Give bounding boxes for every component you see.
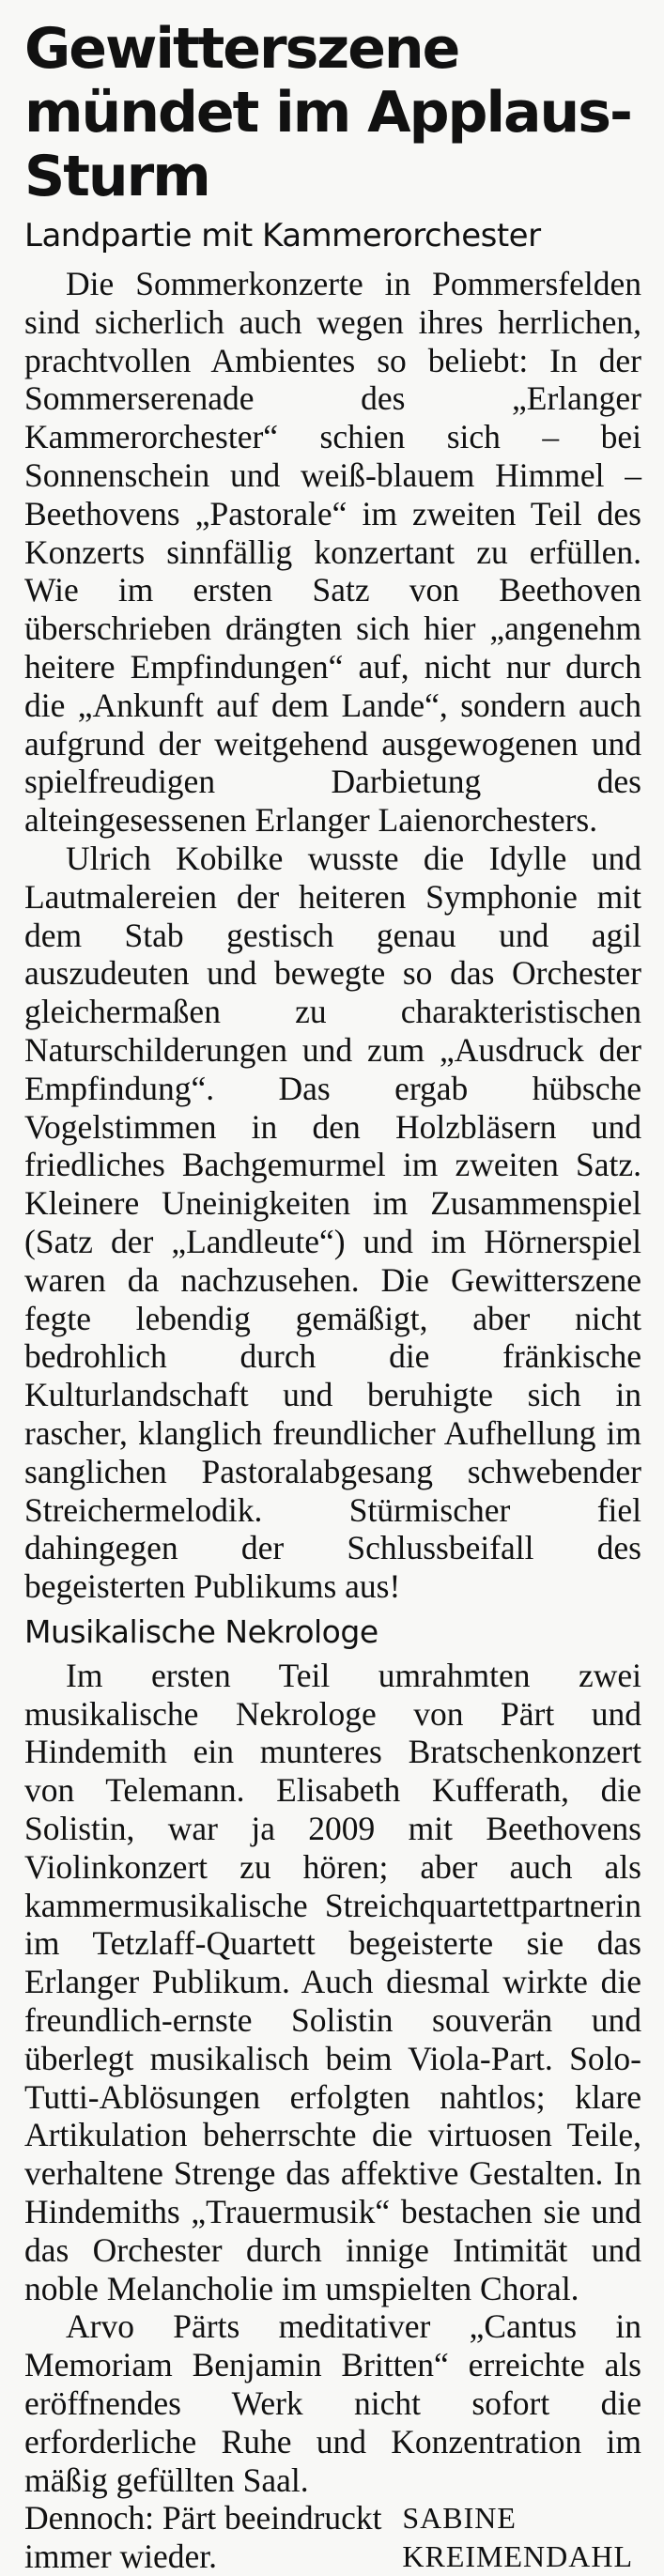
kicker-subtitle: Landpartie mit Kammerorchester <box>24 217 541 255</box>
body-paragraph: Arvo Pärts meditativer „Cantus in Memoriam Benjamin Britten“ erreichte als eröffnendes Werk nicht sofort die erforderliche Ruhe und Konzentration im mäßig gefüllten Saal. <box>24 2307 641 2499</box>
closing-sentence: Dennoch: Pärt beeindruckt immer wieder. <box>24 2499 382 2576</box>
headline: Gewitterszene mündet im Applaus-Sturm <box>24 16 631 209</box>
body-paragraph: Im ersten Teil umrahmten zwei musikalische Nekrologe von Pärt und Hindemith ein munteres Bratschenkonzert von Telemann. Elisabeth Kufferath, die Solistin, war ja 2009 mit Beethovens Violinkonzert zu hören; aber auch als kammermusikalische Streichquartettpartnerin im Tetzlaff-Quartett begeisterte sie das Erlanger Publikum. Auch diesmal wirkte die freundlich-ernste Solistin souverän und überlegt musikalisch beim Viola-Part. Solo-Tutti-Ablösungen erfolgten nahtlos; klare Artikulation beherrschte die virtuosen Teile, verhaltene Strenge das affektive Gestalten. In Hindemiths „Trauermusik“ bestachen sie und das Orchester durch innige Intimität und noble Melancholie im umspielten Choral. <box>24 1656 641 2307</box>
section-subhead: Musikalische Nekrologe <box>24 1612 378 1650</box>
body-paragraph: Die Sommerkonzerte in Pommersfelden sind sicherlich auch wegen ihres herrlichen, prachtvollen Ambientes so beliebt: In der Sommerserenade des „Erlanger Kammerorchester“ schien sich – bei Sonnenschein und weiß-blauem Himmel – Beethovens „Pastorale“ im zweiten Teil des Konzerts sinnfällig konzertant zu erfüllen. Wie im ersten Satz von Beethoven überschrieben drängten sich hier „angenehm heitere Empfindungen“ auf, nicht nur durch die „Ankunft auf dem Lande“, sondern auch aufgrund der weitgehend ausgewogenen und spielfreudigen Darbietung des alteingesessenen Erlanger Laienorchesters. <box>24 265 641 840</box>
author-byline: SABINE KREIMENDAHL <box>402 2501 633 2574</box>
body-paragraph: Ulrich Kobilke wusste die Idylle und Lautmalereien der heiteren Symphonie mit dem Stab gestisch genau und agil auszudeuten und bewegte so das Orchester gleichermaßen zu charakteristischen Naturschilderungen und zum „Ausdruck der Empfindung“. Das ergab hübsche Vogelstimmen in den Holzbläsern und friedliches Bachgemurmel im zweiten Satz. Kleinere Uneinigkeiten im Zusammenspiel (Satz der „Landleute“) und im Hörnerspiel waren da nachzusehen. Die Gewitterszene fegte lebendig gemäßigt, aber nicht bedrohlich durch die fränkische Kulturlandschaft und beruhigte sich in rascher, klanglich freundlicher Aufhellung im sanglichen Pastoralabgesang schwebender Streichermelodik. Stürmischer fiel dahingegen der Schlussbeifall des begeisterten Publikums aus! <box>24 839 641 1606</box>
